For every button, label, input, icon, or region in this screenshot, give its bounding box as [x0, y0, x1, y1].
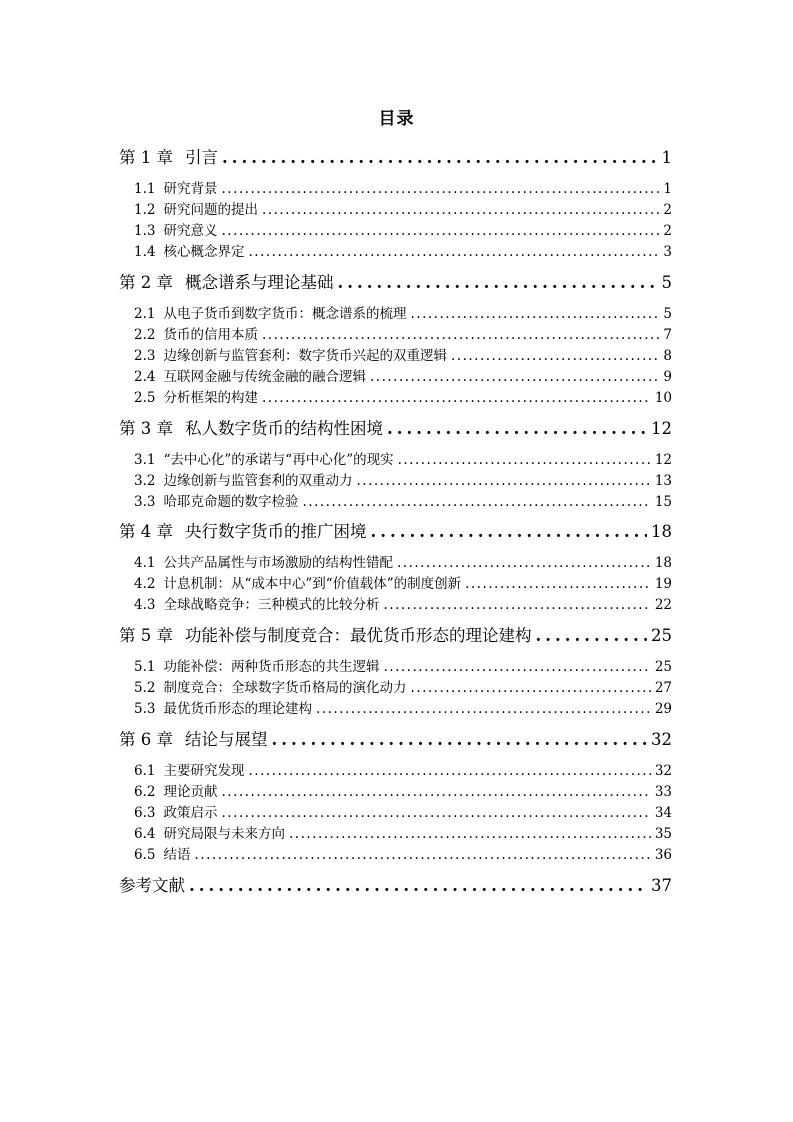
chapter-number: 第 1 章 — [119, 148, 173, 167]
dot-leader — [262, 326, 659, 344]
section-number: 4.2 — [134, 576, 156, 592]
section-number: 5.1 — [134, 659, 156, 675]
toc-section-6-3[interactable] — [134, 804, 672, 822]
toc-section-2-5[interactable] — [134, 389, 672, 407]
toc-section-2-2[interactable] — [134, 326, 672, 344]
dot-leader — [289, 825, 651, 843]
section-title: 研究问题的提出 — [163, 202, 258, 218]
toc-section-6-1[interactable] — [134, 762, 672, 780]
toc-chapter-3[interactable] — [119, 418, 672, 440]
page-number: 37 — [651, 876, 672, 895]
dot-leader — [398, 451, 651, 469]
section-number: 6.3 — [134, 805, 156, 821]
dot-leader — [410, 305, 659, 323]
toc-section-2-4[interactable] — [134, 368, 672, 386]
chapter-number: 第 2 章 — [119, 273, 173, 292]
page-number: 19 — [654, 576, 672, 592]
page-number: 29 — [654, 701, 672, 717]
dot-leader — [194, 846, 650, 864]
dot-leader — [248, 762, 650, 780]
page-number: 27 — [654, 680, 672, 696]
section-title: 核心概念界定 — [163, 244, 245, 260]
toc-section-5-3[interactable] — [134, 700, 672, 718]
section-number: 3.3 — [134, 494, 156, 510]
chapter-number: 第 4 章 — [119, 522, 173, 541]
toc-chapter-4[interactable] — [119, 521, 672, 543]
section-title: 研究意义 — [163, 223, 218, 239]
section-title: 互联网金融与传统金融的融合逻辑 — [163, 369, 366, 385]
page-number: 7 — [663, 327, 672, 343]
page-number: 25 — [651, 626, 672, 645]
section-number: 5.3 — [134, 701, 156, 717]
dot-leader — [221, 180, 659, 198]
page-number: 2 — [663, 223, 672, 239]
chapter-title: 概念谱系与理论基础 — [185, 273, 334, 292]
section-number: 1.2 — [134, 202, 156, 218]
dot-leader — [397, 554, 651, 572]
dot-leader — [338, 272, 658, 294]
toc-title: 目录 — [378, 109, 415, 129]
toc-section-1-2[interactable] — [134, 201, 672, 219]
page-number: 5 — [661, 273, 672, 292]
dot-leader — [221, 783, 650, 801]
section-title: 哈耶克命题的数字检验 — [163, 494, 299, 510]
toc-section-3-1[interactable] — [134, 451, 672, 469]
section-title: 边缘创新与监管套利的双重动力 — [163, 473, 353, 489]
dot-leader — [371, 521, 648, 543]
dot-leader — [248, 243, 659, 261]
section-number: 5.2 — [134, 680, 156, 696]
toc-chapter-6[interactable] — [119, 729, 672, 751]
toc-section-4-1[interactable] — [134, 554, 672, 572]
dot-leader — [370, 368, 659, 386]
section-title: 制度竞合：全球数字货币格局的演化动力 — [163, 680, 407, 696]
page-number: 25 — [654, 659, 672, 675]
dot-leader — [383, 658, 650, 676]
page-number: 22 — [654, 597, 672, 613]
section-number: 2.4 — [134, 369, 156, 385]
section-number: 1.1 — [134, 181, 156, 197]
section-title: 公共产品属性与市场激励的结构性错配 — [163, 555, 393, 571]
section-number: 3.2 — [134, 473, 156, 489]
section-number: 6.1 — [134, 763, 156, 779]
page-number: 1 — [663, 181, 672, 197]
chapter-title: 私人数字货币的结构性困境 — [185, 419, 383, 438]
chapter-number: 第 6 章 — [119, 730, 173, 749]
chapter-title: 功能补偿与制度竞合：最优货币形态的理论建构 — [185, 626, 532, 645]
section-number: 6.2 — [134, 784, 156, 800]
dot-leader — [536, 625, 648, 647]
section-number: 6.5 — [134, 847, 156, 863]
chapter-title: 央行数字货币的推广困境 — [185, 522, 367, 541]
page-number: 15 — [654, 494, 672, 510]
section-number: 2.3 — [134, 348, 156, 364]
section-number: 6.4 — [134, 826, 156, 842]
dot-leader — [221, 222, 659, 240]
toc-section-1-1[interactable] — [134, 180, 672, 198]
chapter-title: 结论与展望 — [185, 730, 268, 749]
section-title: 结语 — [163, 847, 191, 863]
dot-leader — [262, 201, 659, 219]
chapter-number: 第 5 章 — [119, 626, 173, 645]
section-title: 边缘创新与监管套利：数字货币兴起的双重逻辑 — [163, 348, 447, 364]
section-number: 1.4 — [134, 244, 156, 260]
page-number: 18 — [651, 522, 672, 541]
page-number: 35 — [654, 826, 672, 842]
references-title: 参考文献 — [119, 876, 185, 895]
section-title: 全球战略竞争：三种模式的比较分析 — [163, 597, 380, 613]
toc-section-5-1[interactable] — [134, 658, 672, 676]
section-title: 研究局限与未来方向 — [163, 826, 285, 842]
section-number: 4.1 — [134, 555, 156, 571]
section-title: 货币的信用本质 — [163, 327, 258, 343]
section-title: 功能补偿：两种货币形态的共生逻辑 — [163, 659, 380, 675]
section-number: 2.1 — [134, 306, 156, 322]
toc-chapter-1[interactable] — [119, 147, 672, 169]
section-number: 3.1 — [134, 452, 156, 468]
dot-leader — [465, 575, 651, 593]
page-number: 5 — [663, 306, 672, 322]
toc-section-6-5[interactable] — [134, 846, 672, 864]
toc-chapter-5[interactable] — [119, 625, 672, 647]
section-title: 政策启示 — [163, 805, 218, 821]
section-title: 分析框架的构建 — [163, 390, 258, 406]
section-number: 1.3 — [134, 223, 156, 239]
chapter-number: 第 3 章 — [119, 419, 173, 438]
dot-leader — [383, 596, 650, 614]
toc-section-3-2[interactable] — [134, 472, 672, 490]
chapter-title: 引言 — [185, 148, 218, 167]
page-number: 32 — [654, 763, 672, 779]
page-number: 12 — [654, 452, 672, 468]
dot-leader — [221, 804, 650, 822]
dot-leader — [222, 147, 658, 169]
page-number: 18 — [654, 555, 672, 571]
toc-chapter-2[interactable] — [119, 272, 672, 294]
section-title: 研究背景 — [163, 181, 218, 197]
page-number: 1 — [661, 148, 672, 167]
toc-section-4-2[interactable] — [134, 575, 672, 593]
dot-leader — [451, 347, 659, 365]
toc-section-4-3[interactable] — [134, 596, 672, 614]
dot-leader — [262, 389, 651, 407]
dot-leader — [387, 418, 647, 440]
section-number: 2.2 — [134, 327, 156, 343]
page-number: 12 — [651, 419, 672, 438]
toc-section-2-3[interactable] — [134, 347, 672, 365]
toc-section-5-2[interactable] — [134, 679, 672, 697]
dot-leader — [272, 729, 648, 751]
section-title: 计息机制：从“成本中心”到“价值载体”的制度创新 — [163, 576, 462, 592]
section-title: “去中心化”的承诺与“再中心化”的现实 — [163, 452, 394, 468]
section-title: 最优货币形态的理论建构 — [163, 701, 312, 717]
page-number: 10 — [654, 390, 672, 406]
toc-section-1-3[interactable] — [134, 222, 672, 240]
toc-section-6-2[interactable] — [134, 783, 672, 801]
section-number: 4.3 — [134, 597, 156, 613]
dot-leader — [410, 679, 650, 697]
toc-section-1-4[interactable] — [134, 243, 672, 261]
toc-section-2-1[interactable] — [134, 305, 672, 323]
page-number: 3 — [663, 244, 672, 260]
dot-leader — [189, 875, 647, 897]
dot-leader — [316, 700, 651, 718]
section-title: 理论贡献 — [163, 784, 218, 800]
section-title: 主要研究发现 — [163, 763, 245, 779]
dot-leader — [356, 472, 650, 490]
page-number: 36 — [654, 847, 672, 863]
page-number: 33 — [654, 784, 672, 800]
page-number: 13 — [654, 473, 672, 489]
page-number: 9 — [663, 369, 672, 385]
toc-references[interactable] — [119, 875, 672, 897]
section-number: 2.5 — [134, 390, 156, 406]
page-number: 32 — [651, 730, 672, 749]
page-number: 2 — [663, 202, 672, 218]
dot-leader — [302, 493, 650, 511]
page-number: 8 — [663, 348, 672, 364]
toc-section-3-3[interactable] — [134, 493, 672, 511]
page-number: 34 — [654, 805, 672, 821]
toc-section-6-4[interactable] — [134, 825, 672, 843]
section-title: 从电子货币到数字货币：概念谱系的梳理 — [163, 306, 407, 322]
